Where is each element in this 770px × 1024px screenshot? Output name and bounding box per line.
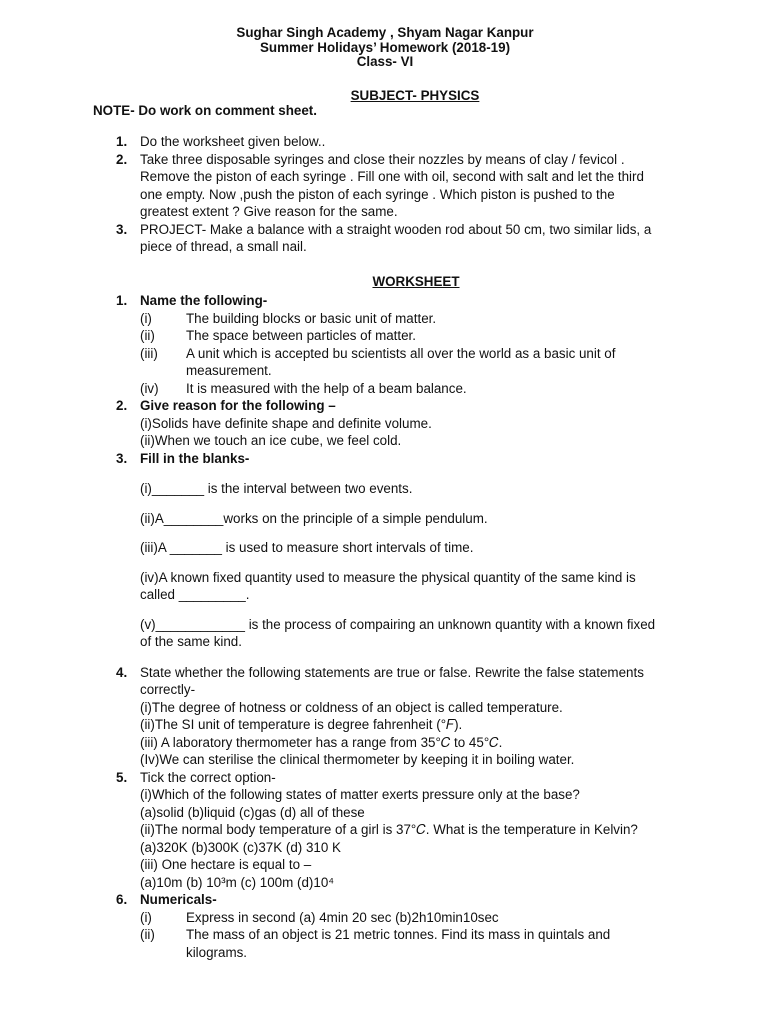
blank-item: (ii)A________works on the principle of a simple pendulum. — [140, 510, 488, 526]
school-name: Sughar Singh Academy , Shyam Nagar Kanpur — [236, 25, 534, 40]
blank-item: (v)____________ is the process of compairing an unknown quantity with a known fixed of the same kind. — [140, 616, 656, 649]
class-label: Class- VI — [356, 54, 414, 69]
instructions-list — [0, 133, 770, 256]
sub-item: (iv) It is measured with the help of a beam balance. — [140, 380, 467, 396]
question-5: 5. Tick the correct option- (i)Which of the following states of matter exerts pressure only at the base? (a)solid (b)liquid (c)gas (d) all of these (ii)The normal body temperature of a girl is 37°𝐶. What is the temperature in Kelvin? (a)320K (b)300K (c)37K (d) 310 K (iii) One hectare is equal to – (a)10m (b) 10³m (c) 100m (d)10⁴ — [116, 769, 638, 890]
sub-item: (ii) The mass of an object is 21 metric tonnes. Find its mass in quintals and kilograms. — [140, 927, 611, 960]
note-text: NOTE- Do work on comment sheet. — [93, 103, 317, 118]
blank-item: (iv)A known fixed quantity used to measure the physical quantity of the same kind is called _________. — [140, 569, 636, 602]
question-4: 4. State whether the following statements are true or false. Rewrite the false statements correctly- (i)The degree of hotness or coldness of an object is called temperature. (ii)The SI unit of temperature is degree fahrenheit (°𝐹). (iii) A laboratory thermometer has a range from 35°𝐶 to 45°𝐶. (Iv)We can sterilise the clinical thermometer by keeping it in boiling water. — [116, 664, 644, 767]
sub-item: (i) Express in second (a) 4min 20 sec (b)2h10min10sec — [140, 909, 499, 925]
sub-item: (ii) The space between particles of matter. — [140, 328, 416, 343]
question-1: 1. Name the following- (i) The building blocks or basic unit of matter. (ii) The space between particles of matter. (iii) A unit which is accepted bu scientists all over the world as a basic unit of measurement. (iv) It is measured with the help of a beam balance. — [0, 292, 770, 397]
question-3: 3. Fill in the blanks- (i)_______ is the interval between two events. (ii)A________works on the principle of a simple pendulum. (iii)A _______ is used to measure short intervals of time. (iv)A known fixed quantity used to measure the physical quantity of the same kind is called _________. (v)____________ is the process of compairing an unknown quantity with a known fixed of the same kind. — [0, 450, 770, 651]
worksheet-questions — [0, 292, 770, 961]
instruction-item: 1. Do the worksheet given below.. — [116, 134, 326, 149]
blank-item: (i)_______ is the interval between two events. — [140, 481, 413, 496]
sub-item: (i) The building blocks or basic unit of matter. — [140, 310, 437, 326]
subject-heading: SUBJECT- PHYSICS — [350, 88, 480, 103]
sub-item: (iii) A unit which is accepted bu scientists all over the world as a basic unit of measurement. — [140, 345, 616, 378]
blank-item: (iii)A _______ is used to measure short intervals of time. — [140, 540, 474, 555]
homework-title: Summer Holidays’ Homework (2018-19) — [259, 39, 511, 55]
document-header — [0, 26, 770, 70]
question-6: 6. Numericals- (i) Express in second (a) 4min 20 sec (b)2h10min10sec (ii) The mass of an object is 21 metric tonnes. Find its mass in quintals and kilograms. — [0, 891, 770, 961]
instruction-item: 2. Take three disposable syringes and close their nozzles by means of clay / fevicol . Remove the piston of each syringe . Fill one with oil, second with salt and let the third one empty. Now ,push the piston of each syringe . Which piston is pushed to the greatest extent ? Give reason for the same. — [116, 151, 644, 219]
question-2: 2. Give reason for the following – (i)Solids have definite shape and definite volume. (ii)When we touch an ice cube, we feel cold. — [116, 398, 432, 448]
worksheet-heading: WORKSHEET — [372, 274, 460, 289]
instruction-item: 3. PROJECT- Make a balance with a straight wooden rod about 50 cm, two similar lids, a piece of thread, a small nail. — [116, 221, 652, 254]
